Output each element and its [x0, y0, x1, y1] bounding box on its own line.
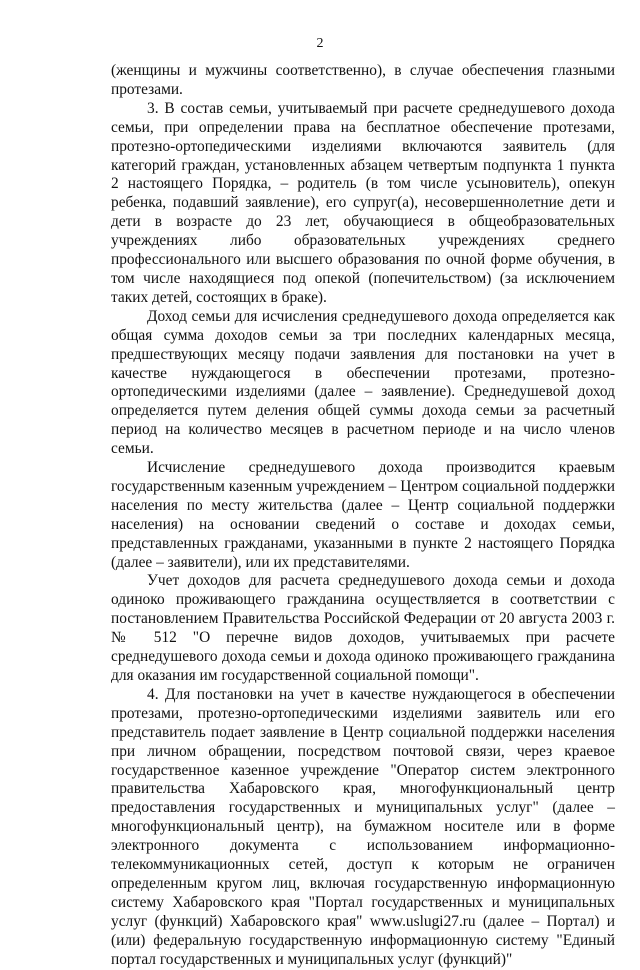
paragraph-item-4-application: 4. Для постановки на учет в качестве нуждающегося в обеспечении протезами, протезно-ортопедическими изделиями заявитель или его представитель подает заявление в Центр социальной поддержки населения при личном обращении, посредством почтовой связи, через краевое государственное казенное учреждение "Оператор систем электронного правительства Хабаровского края, многофункциональный центр предоставления государственных и муниципальных услуг" (далее – многофункциональный центр), на бумажном носителе или в форме электронного документа с использованием информационно-телекоммуникационных сетей, доступ к которым не ограничен определенным кругом лиц, включая государственную информационную систему Хабаровского края "Портал государственных и муниципальных услуг (функций) Хабаровского края" www.uslugi27.ru (далее – Портал) и (или) федеральную государственную информационную систему "Единый портал государственных и муниципальных услуг (функций)"	[111, 685, 615, 968]
document-body	[111, 62, 615, 970]
paragraph-income-calculation: Исчисление среднедушевого дохода производится краевым государственным казенным учреждением – Центром социальной поддержки населения по месту жительства (далее – Центр социальной поддержки населения) на основании сведений о составе и доходах семьи, представленных гражданами, указанными в пункте 2 настоящего Порядка (далее – заявители), или их представителями.	[111, 459, 615, 571]
page-number: 2	[316, 36, 324, 51]
paragraph-income-accounting: Учет доходов для расчета среднедушевого дохода семьи и дохода одиноко проживающего гражданина осуществляется в соответствии с постановлением Правительства Российской Федерации от 20 августа 2003 г. № 512 "О перечне видов доходов, учитываемых при расчете среднедушевого дохода семьи и дохода одиноко проживающего гражданина для оказания им государственной социальной помощи".	[111, 572, 615, 684]
paragraph-item-3-family-composition: 3. В состав семьи, учитываемый при расчете среднедушевого дохода семьи, при определении права на бесплатное обеспечение протезами, протезно-ортопедическими изделиями включаются заявитель (для категорий граждан, установленных абзацем четвертым подпункта 1 пункта 2 настоящего Порядка, – родитель (в том числе усыновитель), опекун ребенка, подавший заявление), его супруг(а), несовершеннолетние дети и дети в возрасте до 23 лет, обучающиеся в общеобразовательных учреждениях либо образовательных учреждениях среднего профессионального или высшего образования по очной форме обучения, в том числе находящиеся под опекой (попечительством) (за исключением таких детей, состоящих в браке).	[111, 99, 615, 306]
paragraph-family-income: Доход семьи для исчисления среднедушевого дохода определяется как общая сумма доходов семьи за три последних календарных месяца, предшествующих месяцу подачи заявления для постановки на учет в качестве нуждающегося в обеспечении протезами, протезно-ортопедическими изделиями (далее – заявление). Среднедушевой доход определяется путем деления общей суммы дохода семьи за расчетный период на количество месяцев в расчетном периоде и на число членов семьи.	[111, 307, 615, 458]
paragraph-continuation: (женщины и мужчины соответственно), в случае обеспечения глазными протезами.	[111, 62, 615, 98]
